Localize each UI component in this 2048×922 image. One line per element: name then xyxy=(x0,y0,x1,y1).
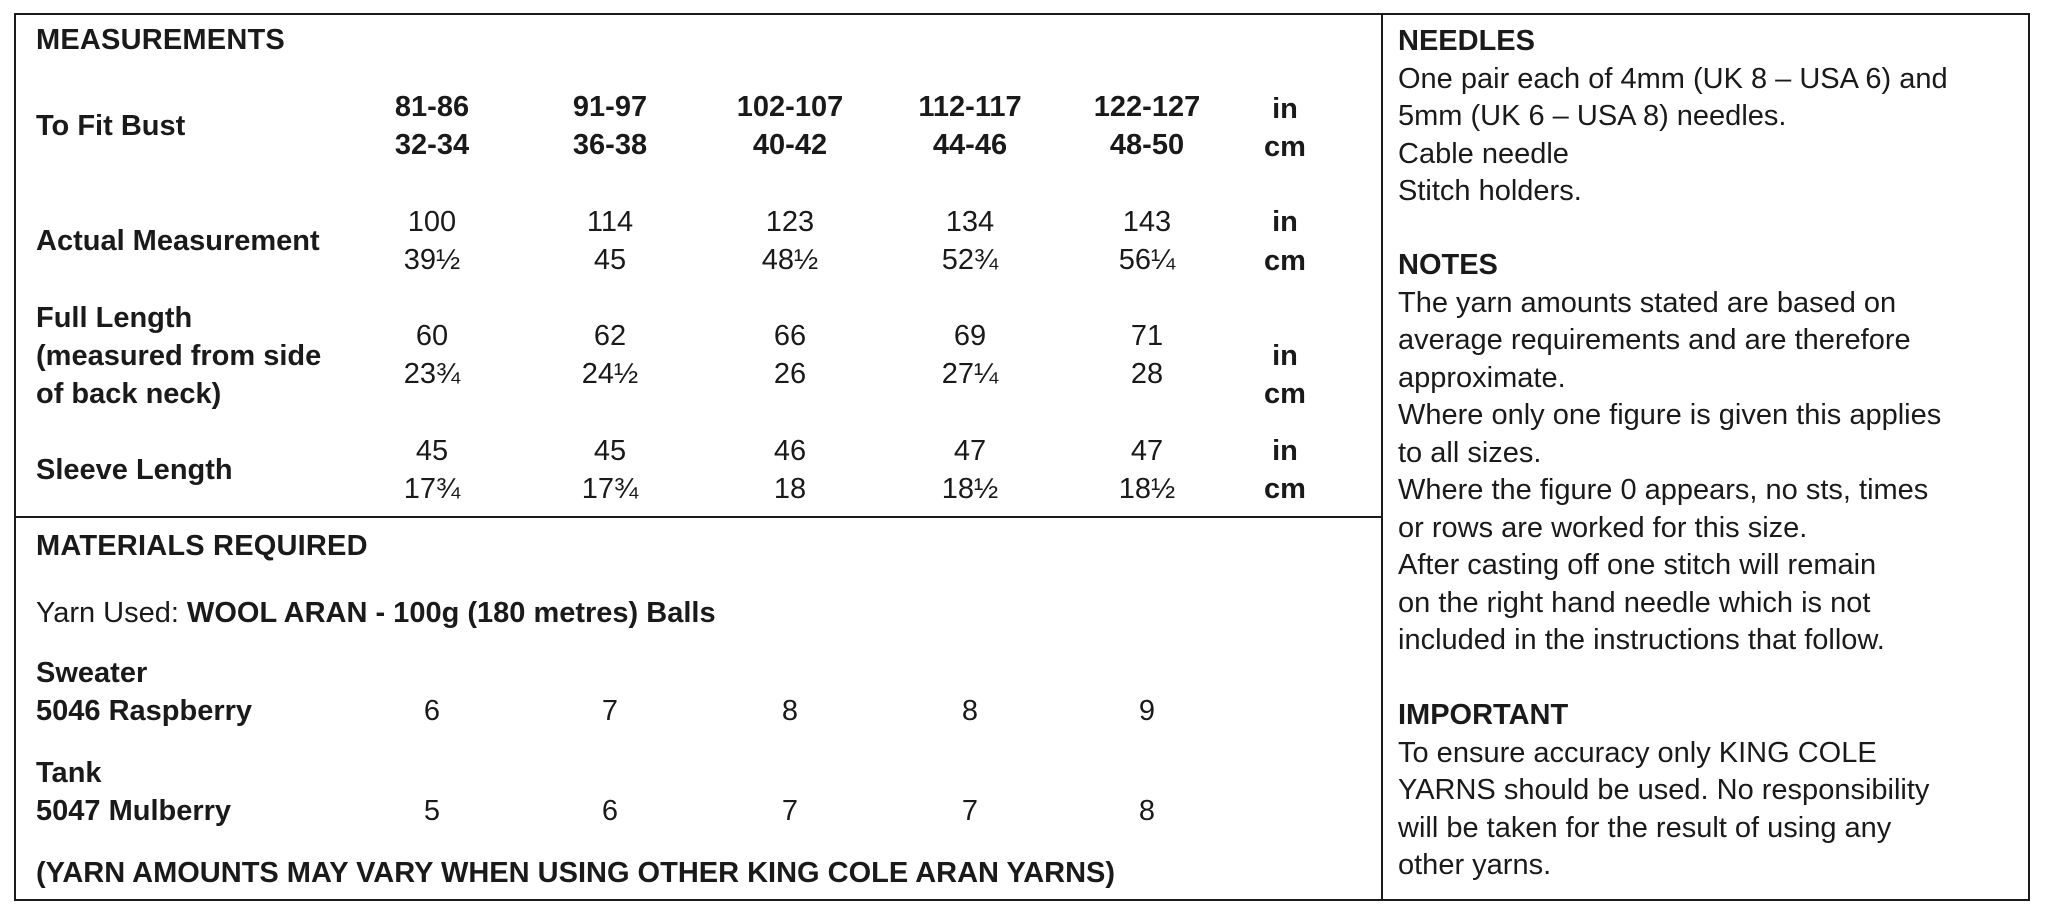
sleeve-length-value: 17¾ xyxy=(581,473,639,505)
needles-heading: NEEDLES xyxy=(1398,25,1535,57)
sweater-balls-value: 8 xyxy=(961,695,979,727)
tank-colour: 5047 Mulberry xyxy=(36,795,232,827)
notes-line: to all sizes. xyxy=(1398,436,1542,469)
actual-label: Actual Measurement xyxy=(36,225,320,257)
tank-title: Tank xyxy=(36,757,102,789)
important-line: other yarns. xyxy=(1398,849,1552,881)
actual-measurement-value: 123 xyxy=(765,206,815,238)
materials-heading: MATERIALS REQUIRED xyxy=(36,530,368,562)
needles-line: One pair each of 4mm (UK 8 – USA 6) and xyxy=(1398,62,1948,95)
actual-measurement-value: 143 xyxy=(1122,206,1172,238)
full-length-value: 69 xyxy=(953,320,987,352)
sweater-balls-value: 9 xyxy=(1138,695,1156,727)
actual-measurement-value: 100 xyxy=(407,206,457,238)
sweater-balls-value: 6 xyxy=(423,695,441,727)
full-length-value: 62 xyxy=(593,320,627,352)
sleeve-length-value: 45 xyxy=(415,435,449,467)
notes-line: Where the figure 0 appears, no sts, times xyxy=(1398,474,1929,506)
tank-balls-value: 6 xyxy=(601,795,619,827)
unit-cm: cm xyxy=(1264,131,1306,163)
actual-measurement-value: 39½ xyxy=(403,244,461,276)
bust-size-value: 91-97 xyxy=(572,91,648,123)
sweater-colour: 5046 Raspberry xyxy=(36,695,253,727)
notes-section xyxy=(1398,247,2018,660)
full-length-value: 23¾ xyxy=(403,358,461,390)
notes-line: or rows are worked for this size. xyxy=(1398,511,1808,544)
needles-line: Stitch holders. xyxy=(1398,175,1582,207)
sleeve-length-value: 18½ xyxy=(941,473,999,505)
actual-measurement-value: 48½ xyxy=(761,244,819,276)
section-divider xyxy=(14,516,1382,518)
notes-line: included in the instructions that follow. xyxy=(1398,624,1885,656)
needles-line: 5mm (UK 6 – USA 8) needles. xyxy=(1398,100,1787,132)
yarn-variation-note: (YARN AMOUNTS MAY VARY WHEN USING OTHER KING COLE ARAN YARNS) xyxy=(36,857,1116,889)
bust-size-value: 44-46 xyxy=(932,129,1008,161)
bust-size-value: 32-34 xyxy=(394,129,470,161)
bust-label: To Fit Bust xyxy=(36,110,186,142)
notes-line: Where only one figure is given this applies xyxy=(1398,399,1942,431)
yarn-used-prefix: Yarn Used: xyxy=(36,597,187,629)
notes-line: average requirements and are therefore xyxy=(1398,324,1911,356)
unit-cm: cm xyxy=(1264,473,1306,505)
yarn-used-line xyxy=(36,594,716,632)
actual-measurement-value: 114 xyxy=(586,206,634,238)
bust-size-value: 112-117 xyxy=(918,91,1022,123)
length-label-2: (measured from side xyxy=(36,340,322,372)
full-length-value: 26 xyxy=(773,358,807,390)
bust-size-value: 48-50 xyxy=(1109,129,1185,161)
length-label-1: Full Length xyxy=(36,302,193,334)
tank-balls-value: 5 xyxy=(423,795,441,827)
sleeve-length-value: 47 xyxy=(1130,435,1164,467)
unit-cm: cm xyxy=(1264,378,1306,410)
unit-cm: cm xyxy=(1264,245,1306,277)
measurements-heading: MEASUREMENTS xyxy=(36,24,285,56)
bust-size-value: 122-127 xyxy=(1093,91,1201,123)
actual-measurement-value: 45 xyxy=(593,244,627,276)
notes-line: on the right hand needle which is not xyxy=(1398,586,1871,619)
notes-line: After casting off one stitch will remain xyxy=(1398,549,1877,581)
sleeve-length-value: 18 xyxy=(773,473,807,505)
important-heading: IMPORTANT xyxy=(1398,699,1569,731)
yarn-name: WOOL ARAN - 100g (180 metres) Balls xyxy=(186,597,716,629)
important-line: will be taken for the result of using any xyxy=(1398,811,1892,844)
needles-section xyxy=(1398,23,2018,211)
important-line: YARNS should be used. No responsibility xyxy=(1398,774,1930,806)
bust-size-value: 102-107 xyxy=(736,91,844,123)
actual-measurement-value: 134 xyxy=(945,206,995,238)
notes-heading: NOTES xyxy=(1398,249,1498,281)
unit-in: in xyxy=(1272,340,1298,372)
sleeve-length-value: 18½ xyxy=(1118,473,1176,505)
actual-measurement-value: 56¼ xyxy=(1118,244,1176,276)
unit-in: in xyxy=(1272,435,1298,467)
actual-measurement-value: 52¾ xyxy=(941,244,999,276)
unit-in: in xyxy=(1272,206,1298,238)
notes-line: approximate. xyxy=(1398,361,1566,394)
full-length-value: 27¼ xyxy=(941,358,999,390)
length-label-3: of back neck) xyxy=(36,378,222,410)
needles-line: Cable needle xyxy=(1398,137,1569,170)
sleeve-length-value: 47 xyxy=(953,435,987,467)
bust-size-value: 81-86 xyxy=(394,91,470,123)
column-divider xyxy=(1381,13,1383,901)
important-line: To ensure accuracy only KING COLE xyxy=(1398,736,1877,769)
sweater-title: Sweater xyxy=(36,657,148,689)
sleeve-length-value: 45 xyxy=(593,435,627,467)
full-length-value: 24½ xyxy=(581,358,639,390)
tank-balls-value: 8 xyxy=(1138,795,1156,827)
sweater-balls-value: 8 xyxy=(781,695,799,727)
sleeve-label: Sleeve Length xyxy=(36,454,233,486)
bust-size-value: 36-38 xyxy=(572,129,648,161)
full-length-value: 60 xyxy=(415,320,449,352)
tank-balls-value: 7 xyxy=(961,795,979,827)
sleeve-length-value: 17¾ xyxy=(403,473,461,505)
unit-in: in xyxy=(1272,93,1298,125)
notes-line: The yarn amounts stated are based on xyxy=(1398,286,1897,319)
important-section xyxy=(1398,697,2018,885)
bust-size-value: 40-42 xyxy=(752,129,828,161)
sweater-balls-value: 7 xyxy=(601,695,619,727)
full-length-value: 71 xyxy=(1130,320,1164,352)
full-length-value: 28 xyxy=(1130,358,1164,390)
sleeve-length-value: 46 xyxy=(773,435,807,467)
tank-balls-value: 7 xyxy=(781,795,799,827)
full-length-value: 66 xyxy=(773,320,807,352)
